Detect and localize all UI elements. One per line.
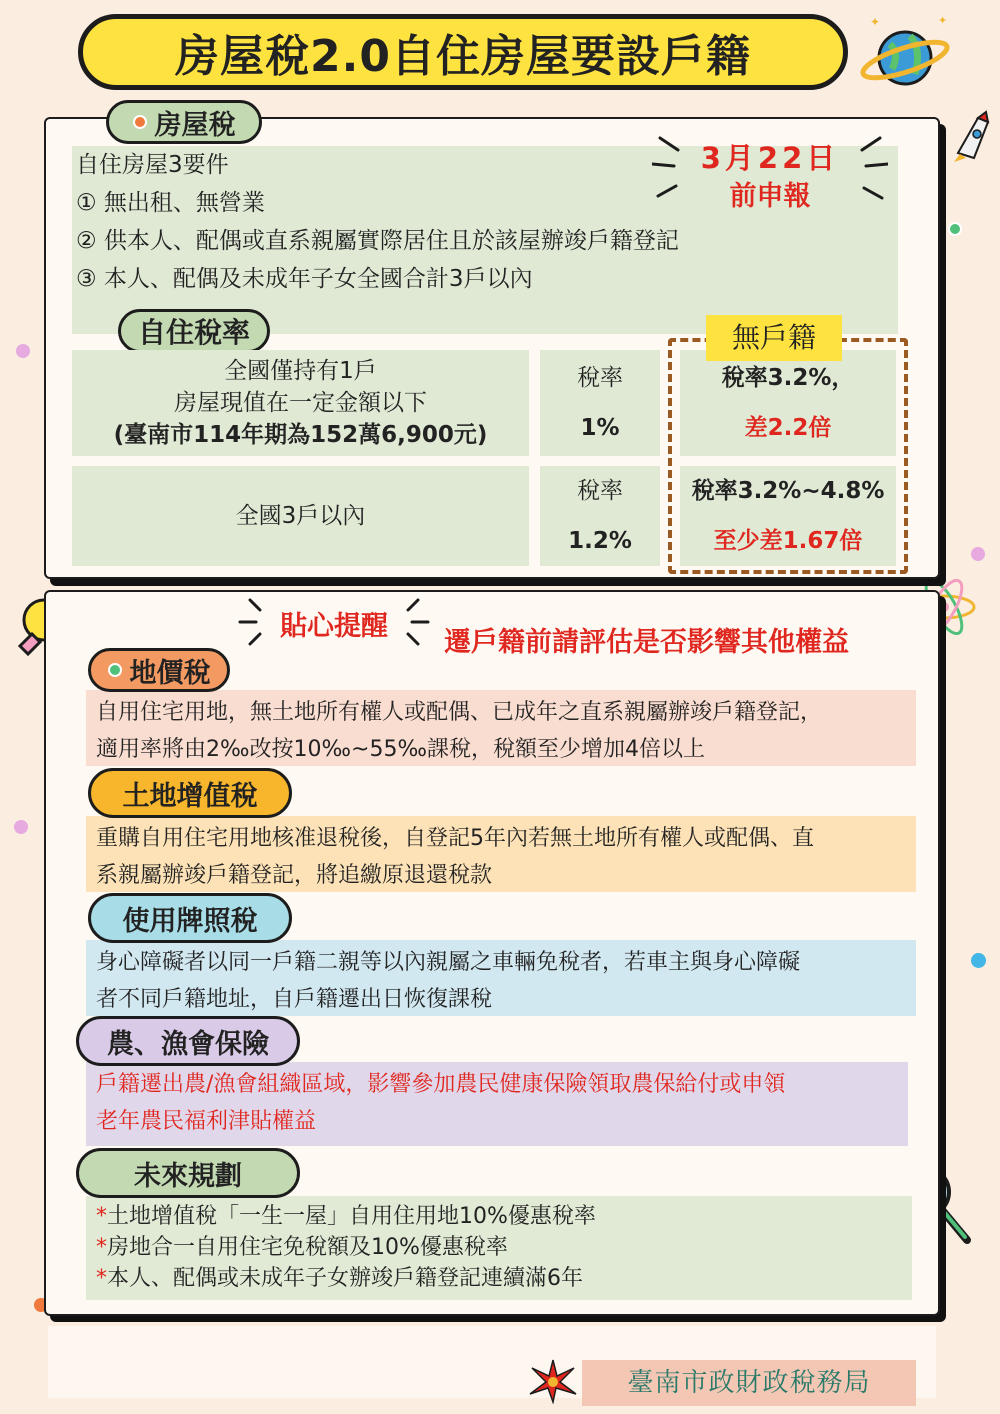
land-value-content xyxy=(86,690,916,766)
requirement-item: ② 供本人、配偶或直系親屬實際居住且於該屋辦竣戶籍登記 xyxy=(76,228,679,254)
land-value-tab xyxy=(88,648,230,692)
deadline-badge xyxy=(652,126,888,222)
insurance-content xyxy=(86,1062,908,1146)
decor-dot xyxy=(14,820,28,834)
no-household-label-text: 無戶籍 xyxy=(731,321,816,354)
no-household-cell xyxy=(680,350,896,456)
bureau-logo-icon xyxy=(528,1358,578,1404)
future-title: 未來規劃 xyxy=(134,1160,242,1192)
asterisk-icon: * xyxy=(96,1204,107,1229)
future-content xyxy=(86,1196,912,1300)
land-increment-tab xyxy=(88,768,292,818)
rate-difference: 差2.2倍 xyxy=(744,415,832,441)
condition-cell xyxy=(72,466,529,566)
rate-label: 稅率 xyxy=(577,365,623,391)
rate-cell xyxy=(540,350,660,456)
insurance-tab xyxy=(76,1016,300,1066)
license-content xyxy=(86,940,916,1016)
footer-agency-label: 臺南市政財政稅務局 xyxy=(627,1368,871,1398)
license-title: 使用牌照稅 xyxy=(122,905,258,937)
land-value-title: 地價稅 xyxy=(129,657,211,689)
rate-difference: 至少差1.67倍 xyxy=(713,528,863,554)
house-tax-tab-label: 房屋稅 xyxy=(154,109,236,141)
rate-value: 1% xyxy=(580,415,620,441)
no-household-rate: 稅率3.2%， xyxy=(721,365,855,391)
reminder-tag-label: 貼心提醒 xyxy=(280,611,388,642)
future-tab xyxy=(76,1148,300,1198)
decor-dot xyxy=(971,953,986,968)
content-line: 戶籍遷出農/漁會組織區域，影響參加農民健康保險領取農保給付或申領 xyxy=(96,1072,786,1097)
land-increment-title: 土地增值稅 xyxy=(122,780,258,812)
bullet-dot-icon xyxy=(108,663,122,677)
content-line: 老年農民福利津貼權益 xyxy=(96,1109,317,1134)
page-title: 房屋稅2.0自住房屋要設戶籍 xyxy=(78,14,848,90)
deadline-date: 3月22日 xyxy=(700,141,840,175)
rate-tab-label: 自住稅率 xyxy=(137,316,250,349)
requirement-item: ③ 本人、配偶及未成年子女全國合計3戶以內 xyxy=(76,266,533,292)
rate-value: 1.2% xyxy=(568,528,632,554)
decor-dot xyxy=(16,344,30,358)
insurance-title: 農、漁會保險 xyxy=(107,1028,269,1060)
asterisk-icon: * xyxy=(96,1266,107,1291)
condition-line: 全國僅持有1戶 xyxy=(224,358,377,384)
requirement-item: ① 無出租、無營業 xyxy=(76,190,265,216)
condition-line: (臺南市114年期為152萬6,900元) xyxy=(113,422,488,448)
content-line xyxy=(96,1232,902,1263)
reminder-tag xyxy=(236,592,432,652)
rate-label: 稅率 xyxy=(577,478,623,504)
content-text: 土地增值稅「一生一屋」自用住用地10%優惠稅率 xyxy=(107,1204,596,1229)
content-line: 身心障礙者以同一戶籍二親等以內親屬之車輛免稅者，若車主與身心障礙 xyxy=(96,950,801,975)
decor-dot xyxy=(948,222,962,236)
content-text: 房地合一自用住宅免稅額及10%優惠稅率 xyxy=(107,1235,508,1260)
content-line: 系親屬辦竣戶籍登記，將追繳原退還稅款 xyxy=(96,863,493,888)
content-line xyxy=(96,1201,902,1232)
no-household-rate: 稅率3.2%~4.8% xyxy=(691,478,885,504)
content-text: 本人、配偶或未成年子女辦竣戶籍登記連續滿6年 xyxy=(107,1266,583,1291)
land-increment-content xyxy=(86,816,916,892)
content-line: 自用住宅用地，無土地所有權人或配偶、已成年之直系親屬辦竣戶籍登記， xyxy=(96,700,823,725)
no-household-label xyxy=(706,315,842,361)
content-line: 者不同戶籍地址，自戶籍遷出日恢復課稅 xyxy=(96,987,493,1012)
reminder-headline: 遷戶籍前請評估是否影響其他權益 xyxy=(444,627,849,658)
rocket-icon xyxy=(948,108,994,164)
content-line: 適用率將由2‰改按10‰~55‰課稅，稅額至少增加4倍以上 xyxy=(96,737,705,762)
decor-dot xyxy=(971,547,985,561)
no-household-cell xyxy=(680,466,896,566)
bullet-dot-icon xyxy=(133,115,147,129)
license-tab xyxy=(88,893,292,943)
svg-text:✦: ✦ xyxy=(938,14,948,27)
planet-icon xyxy=(860,14,955,94)
content-line: 重購自用住宅用地核准退稅後，自登記5年內若無土地所有權人或配偶、直 xyxy=(96,826,814,851)
requirements-title: 自住房屋3要件 xyxy=(76,152,229,178)
requirements xyxy=(76,146,679,298)
condition-line: 全國3戶以內 xyxy=(235,503,366,529)
asterisk-icon: * xyxy=(96,1235,107,1260)
deadline-text: 前申報 xyxy=(729,181,811,212)
rate-tab xyxy=(118,309,270,353)
content-line xyxy=(96,1263,902,1294)
house-tax-tab xyxy=(106,100,262,144)
condition-line: 房屋現值在一定金額以下 xyxy=(174,390,427,416)
rate-cell xyxy=(540,466,660,566)
footer-agency xyxy=(582,1360,916,1406)
svg-text:✦: ✦ xyxy=(870,15,881,29)
condition-cell xyxy=(72,350,529,456)
